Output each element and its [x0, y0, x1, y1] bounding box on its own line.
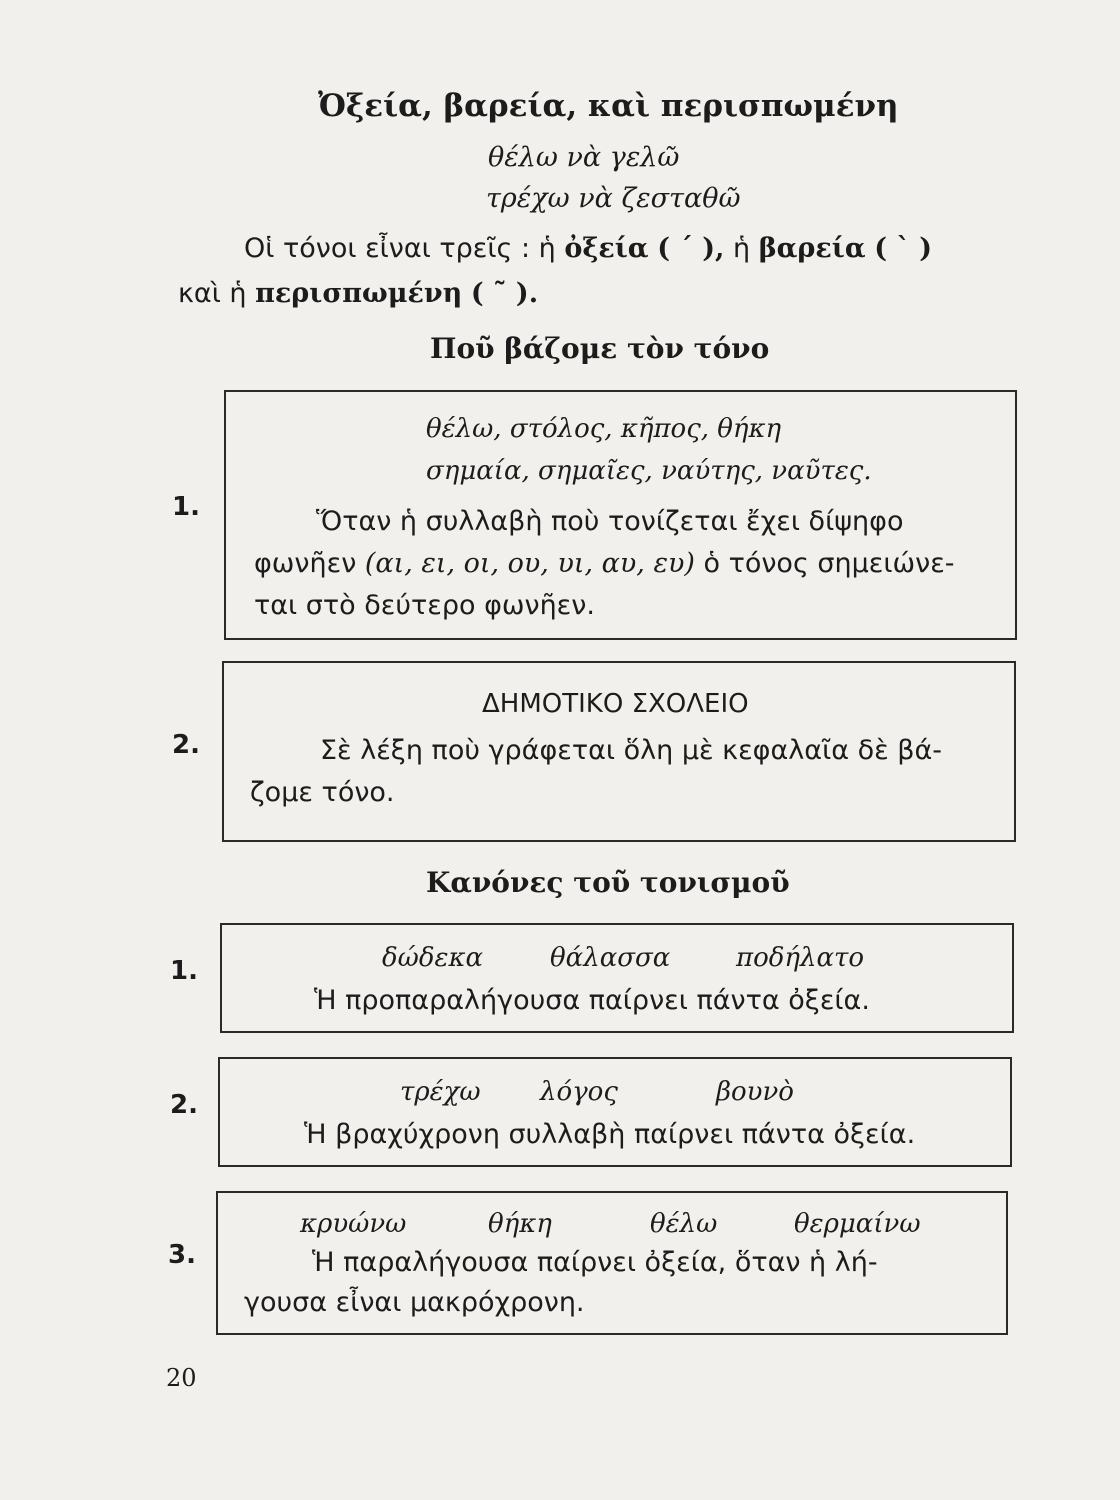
intro-text-1: Οἱ τόνοι εἶναι τρεῖς : ἡ [244, 233, 565, 264]
rule-box-2-rule: Ἡ βραχύχρονη συλλαβὴ παίρνει πάντα ὀξεία. [304, 1119, 916, 1150]
box-1-rule-2 [254, 548, 955, 579]
rule-box-2-word-2: λόγος [540, 1077, 618, 1107]
rule-box-3-word-2: θήκη [488, 1209, 552, 1239]
rule-box-antepenult [220, 923, 1014, 1033]
vareia-symbol: ( ˋ ) [874, 233, 933, 264]
rule-box-3-rule-2: γουσα εἶναι μακρόχρονη. [244, 1287, 585, 1318]
rule-box-3-number: 3. [168, 1240, 196, 1270]
example-line-1: θέλω νὰ γελῶ [488, 142, 680, 173]
box-1-rule-2c: ὁ τόνος σημειώνε- [694, 548, 955, 579]
box-1-examples-1: θέλω, στόλος, κῆπος, θήκη [426, 414, 782, 444]
intro-line-1 [244, 233, 932, 264]
rule-box-3-word-4: θερμαίνω [794, 1209, 921, 1239]
rule-box-1-word-3: ποδήλατο [736, 943, 865, 973]
oxeia-term: ὀξεία [564, 233, 649, 264]
rule-box-capitals [222, 661, 1016, 842]
rule-box-1-word-1: δώδεκα [382, 943, 484, 973]
box-2-rule-1: Σὲ λέξη ποὺ γράφεται ὅλη μὲ κεφαλαῖα δὲ βά- [320, 735, 943, 766]
rule-box-1-number: 1. [170, 956, 198, 986]
box-2-example: ΔΗΜΟΤΙΚΟ ΣΧΟΛΕΙΟ [482, 689, 749, 719]
box-1-rule-3: ται στὸ δεύτερο φωνῆεν. [254, 590, 595, 621]
perispomeni-term: περισπωμένη [255, 278, 463, 309]
intro-text-3: καὶ ἡ [178, 278, 256, 309]
rule-box-1-word-2: θάλασσα [550, 943, 671, 973]
page-title: Ὀξεία, βαρεία, καὶ περισπωμένη [318, 88, 899, 124]
rule-box-diphthong [224, 390, 1017, 640]
box-1-number: 1. [172, 492, 200, 522]
rule-box-2-word-3: βουνὸ [716, 1077, 794, 1107]
rule-box-2-number: 2. [170, 1090, 198, 1120]
page-number: 20 [166, 1364, 197, 1392]
example-line-2: τρέχω νὰ ζεσταθῶ [486, 183, 741, 214]
intro-line-2 [178, 278, 538, 309]
rule-box-3-rule-1: Ἡ παραλήγουσα παίρνει ὀξεία, ὅταν ἡ λή- [312, 1247, 878, 1278]
rule-box-penult [216, 1191, 1008, 1335]
rule-box-2-word-1: τρέχω [400, 1077, 481, 1107]
box-1-rule-2a: φωνῆεν [254, 548, 365, 579]
section-heading-rules: Κανόνες τοῦ τονισμοῦ [426, 866, 790, 899]
box-2-number: 2. [172, 730, 200, 760]
intro-text-2: ἡ [724, 233, 759, 264]
rule-box-3-word-1: κρυώνω [300, 1209, 407, 1239]
box-1-rule-1: Ὅταν ἡ συλλαβὴ ποὺ τονίζεται ἔχει δίψηφο [316, 506, 904, 537]
box-2-rule-2: ζομε τόνο. [250, 777, 395, 808]
oxeia-symbol: ( ˊ ), [657, 233, 725, 264]
rule-box-3-word-3: θέλω [650, 1209, 718, 1239]
perispomeni-symbol: ( ῀ ). [470, 278, 539, 309]
box-1-diphthongs: (αι, ει, οι, ου, υι, αυ, ευ) [364, 548, 695, 579]
rule-box-1-rule: Ἡ προπαραλήγουσα παίρνει πάντα ὀξεία. [314, 985, 870, 1016]
rule-box-short-syllable [218, 1057, 1012, 1167]
box-1-examples-2: σημαία, σημαῖες, ναύτης, ναῦτες. [426, 456, 872, 486]
vareia-term: βαρεία [758, 233, 866, 264]
section-heading-placement: Ποῦ βάζομε τὸν τόνο [430, 332, 770, 365]
